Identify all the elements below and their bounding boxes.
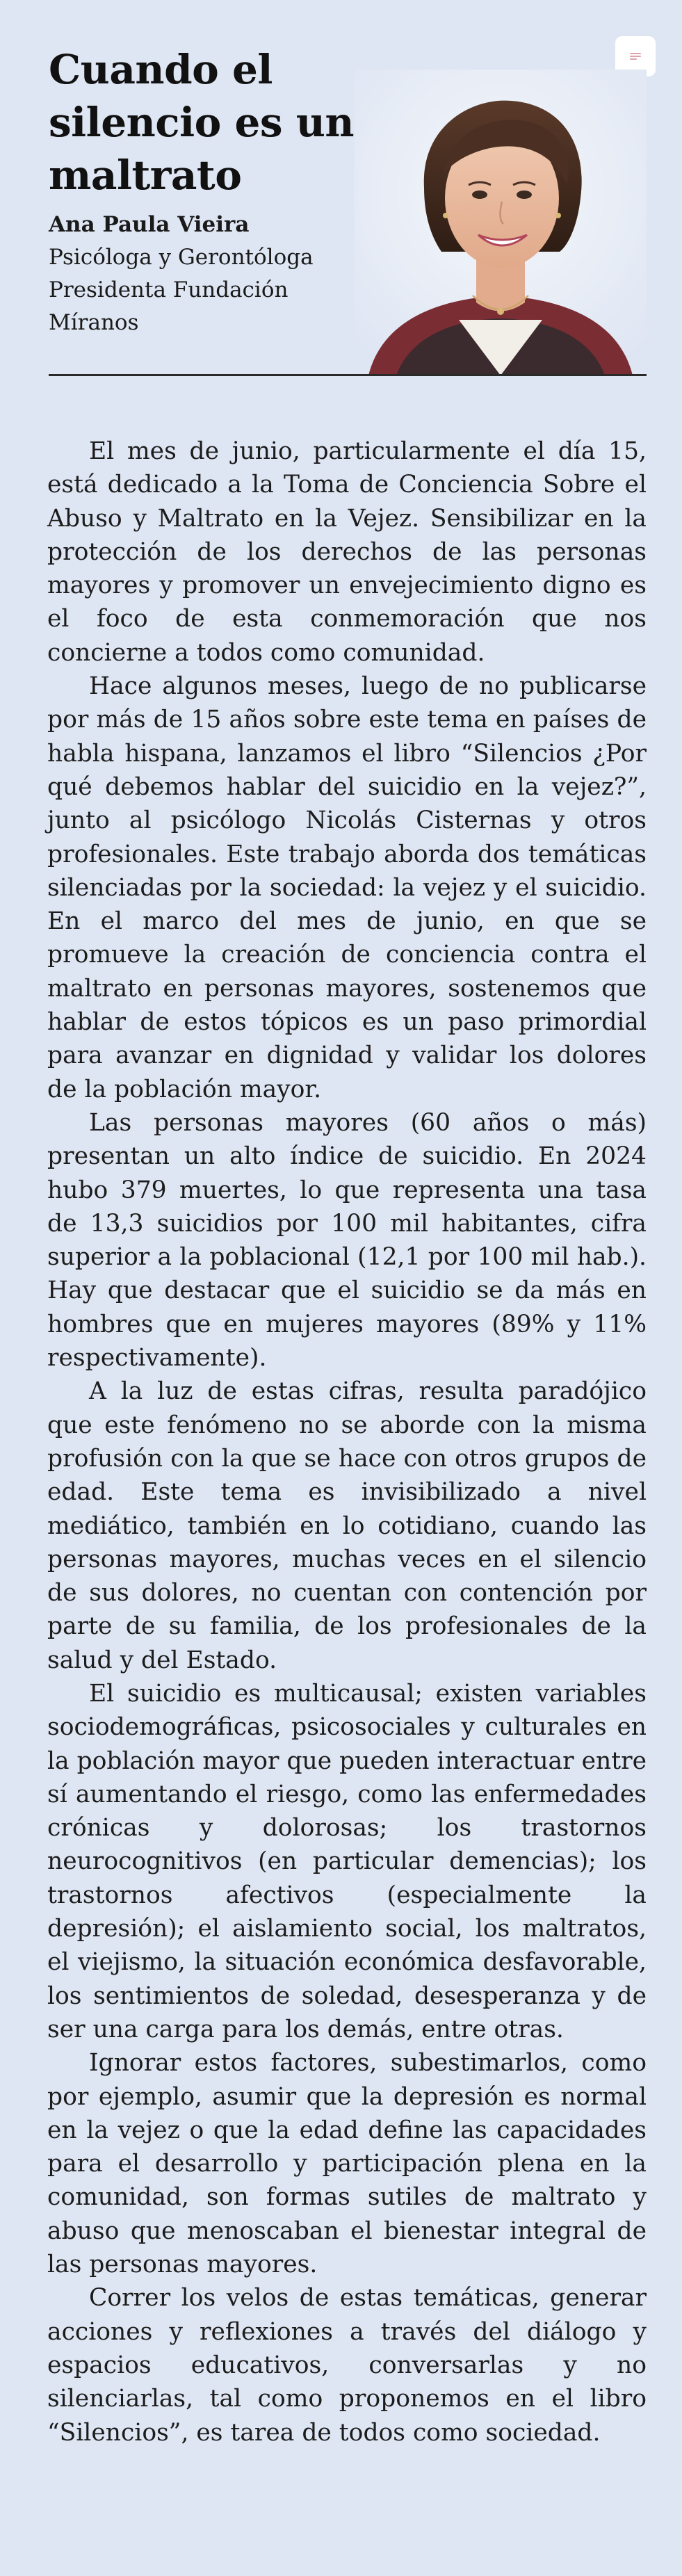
header-divider: [49, 374, 647, 376]
article-paragraph: Correr los velos de estas temáticas, generar acciones y reflexiones a través del diálogo y espacios educativos, conversarlas y no silenciarlas, tal como proponemos en el libro “Silencios”, es tarea de todos como sociedad.: [47, 2284, 647, 2447]
author-portrait-illustration: [355, 70, 647, 375]
article-body: [47, 435, 647, 2449]
article-paragraph: El suicidio es multicausal; existen variables sociodemográficas, psicosociales y culturales en la población mayor que pueden interactuar entre sí aumentando el riesgo, como las enfermedades crónicas y dolorosas; los trastornos neurocognitivos (en particular demencias); los trastornos afectivos (especialmente la depresión); el aislamiento social, los maltratos, el viejismo, la situación económica desfavorable, los sentimientos de soledad, desesperanza y de ser una carga para los demás, entre otras.: [47, 1679, 647, 2043]
author-position: Presidenta Fundación: [49, 277, 289, 302]
article-title: Cuando el silencio es un maltrato: [49, 46, 355, 199]
article-paragraph: Las personas mayores (60 años o más) presentan un alto índice de suicidio. En 2024 hubo 379 muertes, lo que representa una tasa de 13,3 suicidios por 100 mil habitantes, cifra superior a la poblacional (12,1 por 100 mil hab.). Hay que destacar que el suicidio se da más en hombres que en mujeres mayores (89% y 11% respectivamente).: [47, 1108, 647, 1372]
article-paragraph: Ignorar estos factores, subestimarlos, como por ejemplo, asumir que la depresión es normal en la vejez o que la edad define las capacidades para el desarrollo y participación plena en la comunidad, son formas sutiles de maltrato y abuso que menoscaban el bienestar integral de las personas mayores.: [47, 2049, 647, 2279]
author-organization: Míranos: [49, 310, 139, 335]
article-paragraph: A la luz de estas cifras, resulta paradójico que este fenómeno no se aborde con la misma profusión con la que se hace con otros grupos de edad. Este tema es invisibilizado a nivel mediático, también en lo cotidiano, cuando las personas mayores, muchas veces en el silencio de sus dolores, no cuentan con contención por parte de su familia, de los profesionales de la salud y del Estado.: [47, 1377, 647, 1674]
author-role: Psicóloga y Gerontóloga: [49, 245, 314, 270]
article-paragraph: El mes de junio, particularmente el día 15, está dedicado a la Toma de Conciencia Sobre el Abuso y Maltrato en la Vejez. Sensibilizar en la protección de los derechos de las personas mayores y promover un envejecimiento digno es el foco de esta conmemoración que nos concierne a todos como comunidad.: [47, 437, 647, 667]
article-paragraph: Hace algunos meses, luego de no publicarse por más de 15 años sobre este tema en países de habla hispana, lanzamos el libro “Silencios ¿Por qué debemos hablar del suicidio en la vejez?”, junto al psicólogo Nicolás Cisternas y otros profesionales. Este trabajo aborda dos temáticas silenciadas por la sociedad: la vejez y el suicidio. En el marco del mes de junio, en que se promueve la creación de conciencia contra el maltrato en personas mayores, sostenemos que hablar de estos tópicos es un paso primordial para avanzar en dignidad y validar los dolores de la población mayor.: [47, 672, 647, 1103]
author-portrait: [355, 70, 647, 375]
author-name: Ana Paula Vieira: [49, 212, 250, 237]
notes-icon-glyph: [628, 49, 643, 64]
author-block: [49, 209, 341, 339]
